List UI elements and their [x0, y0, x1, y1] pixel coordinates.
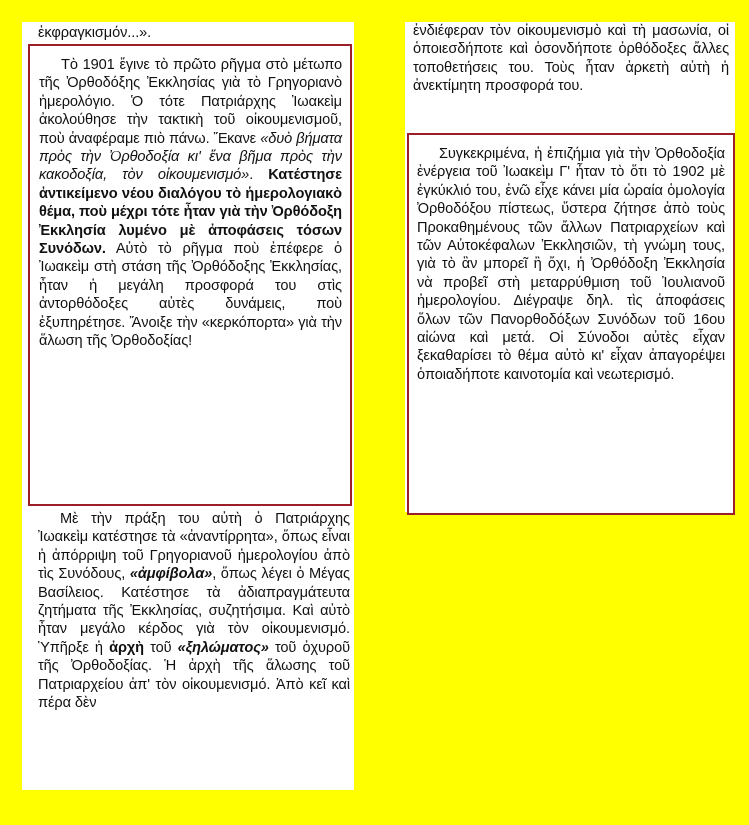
bold-italic-term: «ξηλώματος» — [177, 639, 269, 656]
bold-statement: Κατέστησε ἀντικείμενο νέου διαλόγου τὸ ἡμερολογιακὸ θέμα, ποὺ μέχρι τότε ἦταν γιὰ τὴν Ὀρθόδοξη Ἐκκλησία λυμένο μὲ ἀποφάσεις τόσων Συνόδων. — [39, 167, 342, 258]
highlighted-passage-right — [407, 133, 735, 515]
text-run: Μὲ τὴν πράξη του αὐτὴ ὁ Πατριάρχης Ἰωακεὶμ κατέστησε τὰ «ἀναντίρρητα», ὅπως εἶναι ἡ ἀπόρριψη τοῦ Γρηγοριανοῦ ἡμερολογίου ἀπὸ τὶς Συνόδους, — [38, 511, 350, 583]
text-run: τοῦ ὀχυροῦ τῆς Ὀρθοδοξίας. Ἡ ἀρχὴ τῆς ἅλωσης τοῦ Πατριαρχείου ἀπ' τὸν οἰκουμενισμό. Ἀπὸ κεῖ καὶ πέρα δὲν — [38, 639, 350, 712]
highlighted-paragraph — [39, 56, 342, 351]
text-run: . — [249, 167, 269, 184]
highlighted-passage-left — [28, 44, 352, 506]
text-run: Τὸ 1901 ἔγινε τὸ πρῶτο ρῆγμα στὸ μέτωπο τῆς Ὀρθοδόξης Ἐκκλησίας γιὰ τὸ Γρηγοριανὸ ἡμερολόγιο. Ὁ τότε Πατριάρχης Ἰωακεὶμ ἀκολούθησε τὴν τακτικὴ τοῦ οἰκουμενισμοῦ, ποὺ ἀναφέραμε πιὸ πάνω. Ἔκανε — [39, 57, 342, 147]
body-paragraph-right — [413, 22, 729, 96]
continuation-line: ἐκφραγκισμόν...». — [38, 25, 152, 41]
text-run: , ὅπως λέγει ὁ Μέγας Βασίλειος. Κατέστησε τὰ ἀδιαπραγμάτευτα ζητήματα τῆς Ἐκκλησίας, συζητήσιμα. Καὶ αὐτὸ ἦταν μεγάλο κέρδος γιὰ τὸν οἰκουμενισμό. Ὑπῆρξε ἡ — [38, 566, 350, 656]
bold-italic-term: «ἀμφίβολα» — [129, 566, 213, 583]
bold-term: ἀρχὴ — [109, 639, 144, 656]
left-column — [22, 22, 354, 790]
text-run: τοῦ — [144, 639, 178, 656]
paragraph — [38, 510, 350, 712]
highlighted-paragraph: Συγκεκριμένα, ἡ ἐπιζήμια γιὰ τὴν Ὀρθοδοξία ἐνέργεια τοῦ Ἰωακεὶμ Γ' ἦταν τὸ ὅτι τὸ 1902 μὲ ἐγκύκλιό του, ἐνῶ εἶχε κάνει μία ὡραία ὁμολογία Ὀρθοδόξου πίστεως, ὕστερα ζήτησε ἀπὸ τοὺς Προκαθημένους τῶν ἄλλων Πατριαρχείων καὶ τῶν Αὐτοκέφαλων Ἐκκλησιῶν, τὴ γνώμη τους, γιὰ τὸ ἂν μπορεῖ ἢ ὄχι, ἡ Ὀρθόδοξη Ἐκκλησία νὰ προβεῖ στὴ μεταρρύθμιση τοῦ Ἰουλιανοῦ ἡμερολογίου. Διέγραψε δηλ. τὶς ἀποφάσεις ὅλων τῶν Πανορθοδόξων Συνόδων τοῦ 16ου αἰώνα καὶ μετά. Οἱ Σύνοδοι αὐτὲς εἶχαν ξεκαθαρίσει τὸ θέμα αὐτὸ κι' εἶχαν ἀπαγορέψει ὁποιαδήποτε καινοτομία καὶ νεωτερισμό. — [417, 146, 725, 383]
body-paragraph-left — [38, 510, 350, 712]
text-run: Αὐτὸ τὸ ρῆγμα ποὺ ἐπέφερε ὁ Ἰωακεὶμ στὴ στάση τῆς Ὀρθόδοξης Ἐκκλησίας, ἦταν ἡ μεγάλη προσφορά του στὶς ἀντορθόδοξες αὐτὲς δυνάμεις, ποὺ ἐξυπηρέτησε. Ἄνοιξε τὴν «κερκόπορτα» γιὰ τὴν ἅλωση τῆς Ὀρθοδοξίας! — [39, 241, 342, 350]
italic-quote: «δυὸ βήματα πρὸς τὴν Ὀρθοδοξία κι' ἕνα βῆμα πρὸς τὴν κακοδοξία, τὸν οἰκουμενισμό» — [39, 130, 342, 184]
paragraph: ἐνδιέφεραν τὸν οἰκουμενισμὸ καὶ τὴ μασωνία, οἱ ὁποιεσδήποτε καὶ ὁσονδήποτε ὀρθόδοξες ἄλλες τοποθετήσεις του. Τοὺς ἦταν ἀρκετὴ αὐτὴ ἡ ἀνεκτίμητη προσφορά του. — [413, 23, 729, 95]
right-column — [405, 22, 735, 512]
